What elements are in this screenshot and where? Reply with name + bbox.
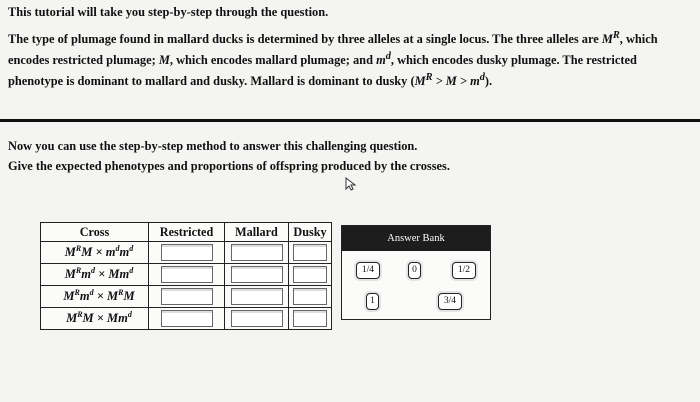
- plumage-description: The type of plumage found in mallard ducks is determined by three alleles at a single locus. The three alleles are $M^R$, which encodes restricted plumage; M, which encodes mallard plumage; and $m^d$, which encodes dusky plumage. The restricted phenotype is dominant to mallard and dusky. Mallard is dominant to dusky $(M^R > M > m^d)$.: [8, 30, 658, 89]
- restricted-answer-slot[interactable]: [161, 244, 213, 261]
- cross-table: [40, 222, 332, 330]
- restricted-answer-slot[interactable]: [161, 288, 213, 305]
- table-row: [41, 242, 332, 264]
- header-dusky: Dusky: [289, 223, 332, 242]
- dusky-answer-slot[interactable]: [293, 244, 327, 261]
- cross-label: $M^Rm^d \times Mm^d$: [41, 264, 149, 286]
- section-divider: [0, 119, 700, 122]
- table-row: [41, 264, 332, 286]
- cross-label: $M^RM \times Mm^d$: [41, 308, 149, 330]
- answer-bank-title: Answer Bank: [342, 226, 490, 251]
- mallard-answer-slot[interactable]: [231, 244, 283, 261]
- pointer-cursor-icon: [345, 177, 357, 191]
- answer-chip[interactable]: 1/2: [452, 262, 476, 279]
- table-header-row: [41, 223, 332, 242]
- restricted-answer-slot[interactable]: [161, 310, 213, 327]
- question-prompt: [8, 136, 450, 176]
- header-restricted: Restricted: [149, 223, 225, 242]
- table-row: [41, 286, 332, 308]
- question-intro-line: Now you can use the step-by-step method to answer this challenging question.: [8, 139, 418, 153]
- header-cross: Cross: [41, 223, 149, 242]
- answer-chip[interactable]: 1/4: [356, 262, 380, 279]
- tutorial-intro: [8, 4, 692, 90]
- dusky-answer-slot[interactable]: [293, 310, 327, 327]
- answer-chip[interactable]: 0: [408, 262, 421, 279]
- answer-chip[interactable]: 3/4: [438, 293, 462, 310]
- restricted-answer-slot[interactable]: [161, 266, 213, 283]
- mallard-answer-slot[interactable]: [231, 310, 283, 327]
- answer-bank: [341, 225, 491, 320]
- mallard-answer-slot[interactable]: [231, 288, 283, 305]
- cross-label: $M^Rm^d \times M^RM$: [41, 286, 149, 308]
- cross-label: $M^RM \times m^dm^d$: [41, 242, 149, 264]
- dusky-answer-slot[interactable]: [293, 288, 327, 305]
- header-mallard: Mallard: [225, 223, 289, 242]
- answer-chip[interactable]: 1: [366, 293, 379, 310]
- tutorial-intro-line: This tutorial will take you step-by-step through the question.: [8, 5, 329, 19]
- table-row: [41, 308, 332, 330]
- dusky-answer-slot[interactable]: [293, 266, 327, 283]
- question-task-line: Give the expected phenotypes and proportions of offspring produced by the crosses.: [8, 159, 450, 173]
- mallard-answer-slot[interactable]: [231, 266, 283, 283]
